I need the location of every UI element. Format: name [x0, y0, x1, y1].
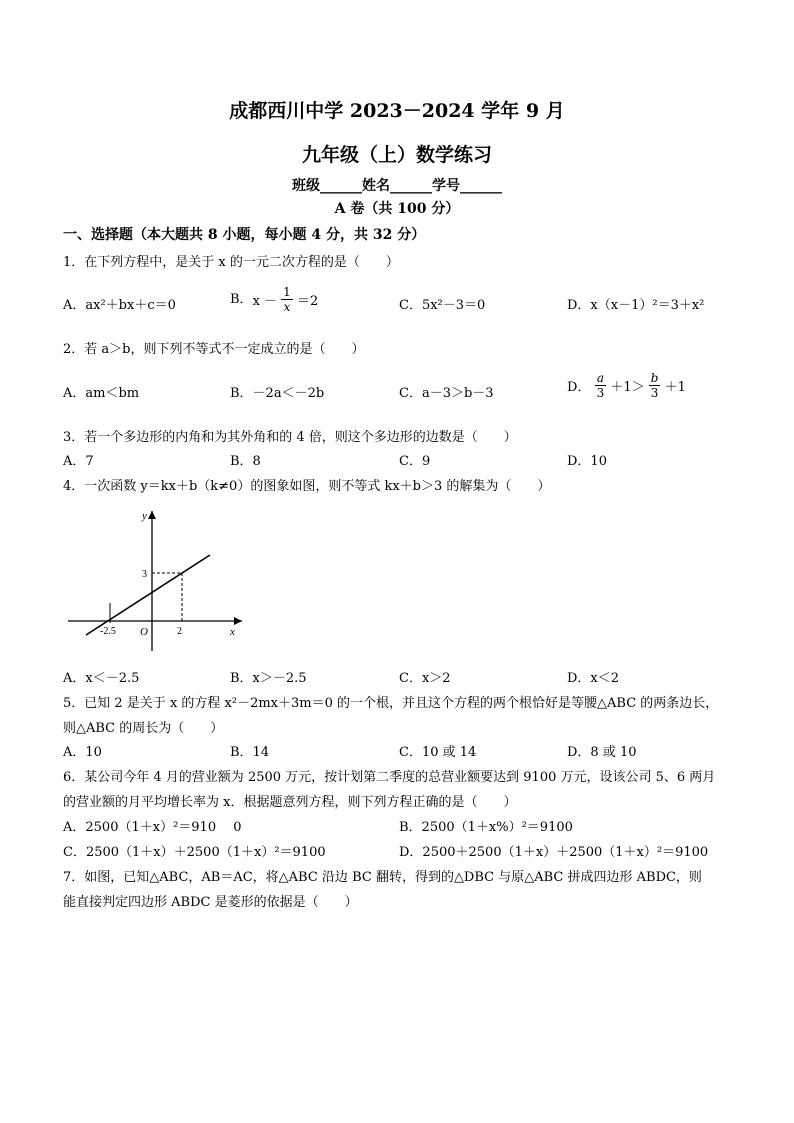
q2-option-a: A．am＜bm	[63, 386, 140, 401]
q5-option-d: D．8 或 10	[567, 745, 637, 760]
volume-label: A 卷（共 100 分）	[334, 201, 460, 217]
exam-title: 九年级（上）数学练习	[301, 144, 492, 166]
section-heading: 一、选择题（本大题共 8 小题，每小题 4 分，共 32 分）	[63, 227, 426, 243]
x-axis-label: x	[230, 626, 235, 638]
origin-label: O	[140, 626, 148, 638]
q1-option-d: D．x（x－1）²＝3＋x²	[567, 298, 705, 313]
x-tick-pos-label: 2	[177, 626, 182, 637]
q4-function-graph	[60, 505, 250, 655]
q6-stem-continued: 的营业额的月平均增长率为 x．根据题意列方程，则下列方程正确的是（ ）	[63, 795, 517, 810]
q1-option-a: A．ax²＋bx＋c＝0	[63, 298, 176, 313]
q4-option-c: C．x＞2	[399, 671, 451, 686]
q3-stem: 3．若一个多边形的内角和为其外角和的 4 倍，则这个多边形的边数是（ ）	[63, 430, 517, 445]
q6-option-c: C．2500（1＋x）＋2500（1＋x）²＝9100	[63, 845, 326, 860]
q1-option-b: B．x － $\frac{1}{x}$ ＝2	[230, 285, 319, 314]
q4-option-b: B．x＞－2.5	[230, 671, 307, 686]
q6-option-a: A．2500（1＋x）²＝910 0	[63, 820, 242, 835]
q3-option-d: D．10	[567, 454, 607, 469]
q3-option-b: B．8	[230, 454, 261, 469]
q5-option-c: C．10 或 14	[399, 745, 477, 760]
q6-stem: 6．某公司今年 4 月的营业额为 2500 万元，按计划第二季度的总营业额要达到 9100 万元，设该公司 5、6 两月	[63, 770, 716, 785]
q3-option-a: A．7	[63, 454, 94, 469]
q2-stem: 2．若 a＞b，则下列不等式不一定成立的是（ ）	[63, 342, 365, 357]
q4-option-d: D．x＜2	[567, 671, 620, 686]
student-info-line: 班级______姓名______学号______	[292, 178, 502, 194]
q1-option-c: C．5x²－3＝0	[399, 298, 486, 313]
y-tick-label: 3	[142, 569, 147, 580]
q6-option-b: B．2500（1＋x%）²＝9100	[399, 820, 573, 835]
q5-option-a: A．10	[63, 745, 102, 760]
q7-stem-continued: 能直接判定四边形 ABDC 是菱形的依据是（ ）	[63, 895, 358, 910]
q2-option-d: D． $\frac{a}{3}$ ＋1＞ $\frac{b}{3}$ ＋1	[567, 371, 686, 400]
x-tick-neg-label: -2.5	[100, 626, 116, 637]
q4-option-a: A．x＜－2.5	[63, 671, 140, 686]
q7-stem: 7．如图，已知△ABC，AB＝AC，将△ABC 沿边 BC 翻转，得到的△DBC 与原△ABC 拼成四边形 ABDC，则	[63, 870, 702, 885]
q2-option-b: B．－2a＜－2b	[230, 386, 325, 401]
q5-option-b: B．14	[230, 745, 270, 760]
q6-option-d: D．2500＋2500（1＋x）＋2500（1＋x）²＝9100	[399, 845, 709, 860]
q5-stem: 5．已知 2 是关于 x 的方程 x²－2mx＋3m＝0 的一个根，并且这个方程的两个根恰好是等腰△ABC 的两条边长，	[63, 696, 719, 711]
q5-stem-continued: 则△ABC 的周长为（ ）	[63, 721, 224, 736]
y-axis-label: y	[142, 510, 147, 522]
q2-option-c: C．a－3＞b－3	[399, 386, 494, 401]
q4-stem: 4．一次函数 y＝kx＋b（k≠0）的图象如图，则不等式 kx＋b＞3 的解集为（ ）	[63, 479, 551, 494]
q3-option-c: C．9	[399, 454, 431, 469]
q1-stem: 1．在下列方程中，是关于 x 的一元二次方程的是（ ）	[63, 255, 399, 270]
school-title: 成都西川中学 2023－2024 学年 9 月	[229, 100, 565, 122]
